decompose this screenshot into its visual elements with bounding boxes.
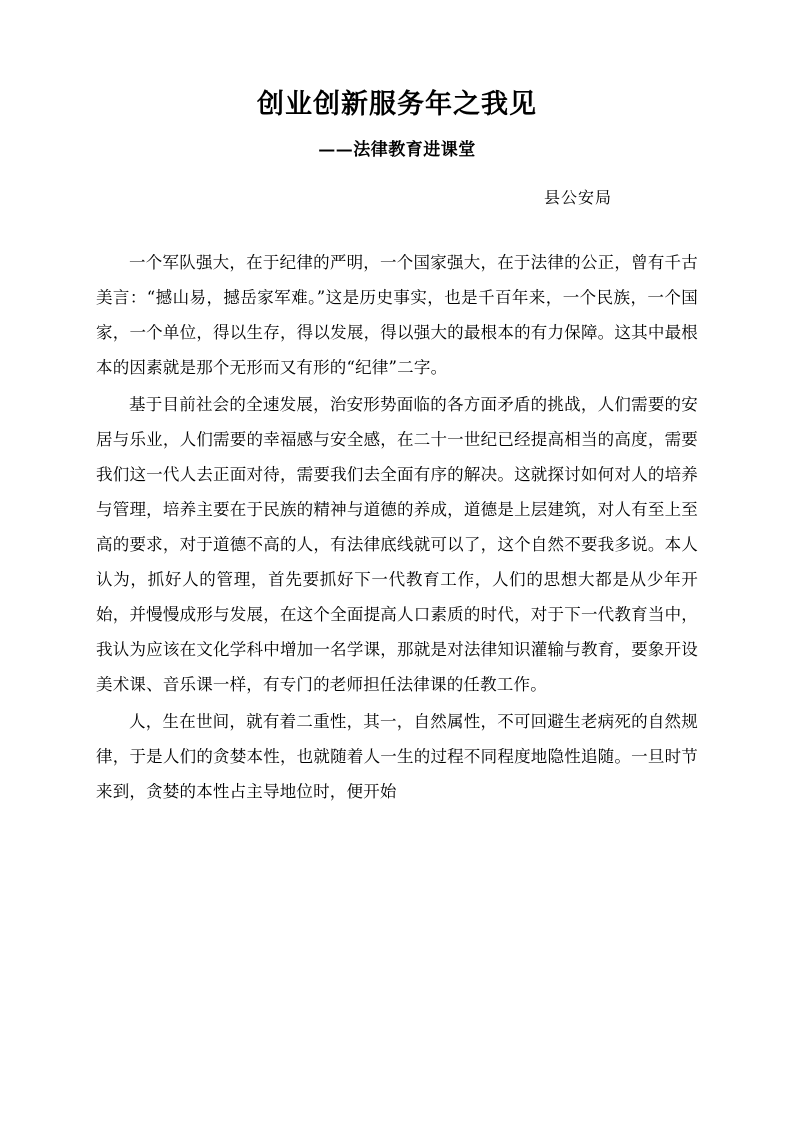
body-paragraph: 一个军队强大，在于纪律的严明，一个国家强大，在于法律的公正，曾有千古美言：“撼山易，撼岳家军难。”这是历史事实，也是千百年来，一个民族，一个国家，一个单位，得以生存，得以发展，得以强大的最根本的有力保障。这其中最根本的因素就是那个无形而又有形的“纪律”二字。 [96, 253, 698, 378]
document-content [96, 72, 698, 810]
page-title: 创业创新服务年之我见 [257, 89, 537, 120]
body-paragraph: 人，生在世间，就有着二重性，其一，自然属性，不可回避生老病死的自然规律，于是人们的贪婪本性，也就随着人一生的过程不同程度地隐性追随。一旦时节来到，贪婪的本性占主导地位时，便开始 [96, 711, 698, 801]
document-byline: 县公安局 [543, 188, 612, 208]
document-subtitle: ——法律教育进课堂 [318, 139, 476, 160]
body-paragraph: 基于目前社会的全速发展，治安形势面临的各方面矛盾的挑战，人们需要的安居与乐业，人们需要的幸福感与安全感，在二十一世纪已经提高相当的高度，需要我们这一代人去正面对待，需要我们去全面有序的解决。这就探讨如何对人的培养与管理，培养主要在于民族的精神与道德的养成，道德是上层建筑，对人有至上至高的要求，对于道德不高的人，有法律底线就可以了，这个自然不要我多说。本人认为，抓好人的管理，首先要抓好下一代教育工作，人们的思想大都是从少年开始，并慢慢成形与发展，在这个全面提高人口素质的时代，对于下一代教育当中，我认为应该在文化学科中增加一名学课，那就是对法律知识灌输与教育，要象开设美术课、音乐课一样，有专门的老师担任法律课的任教工作。 [96, 395, 698, 694]
document-body [96, 246, 698, 810]
